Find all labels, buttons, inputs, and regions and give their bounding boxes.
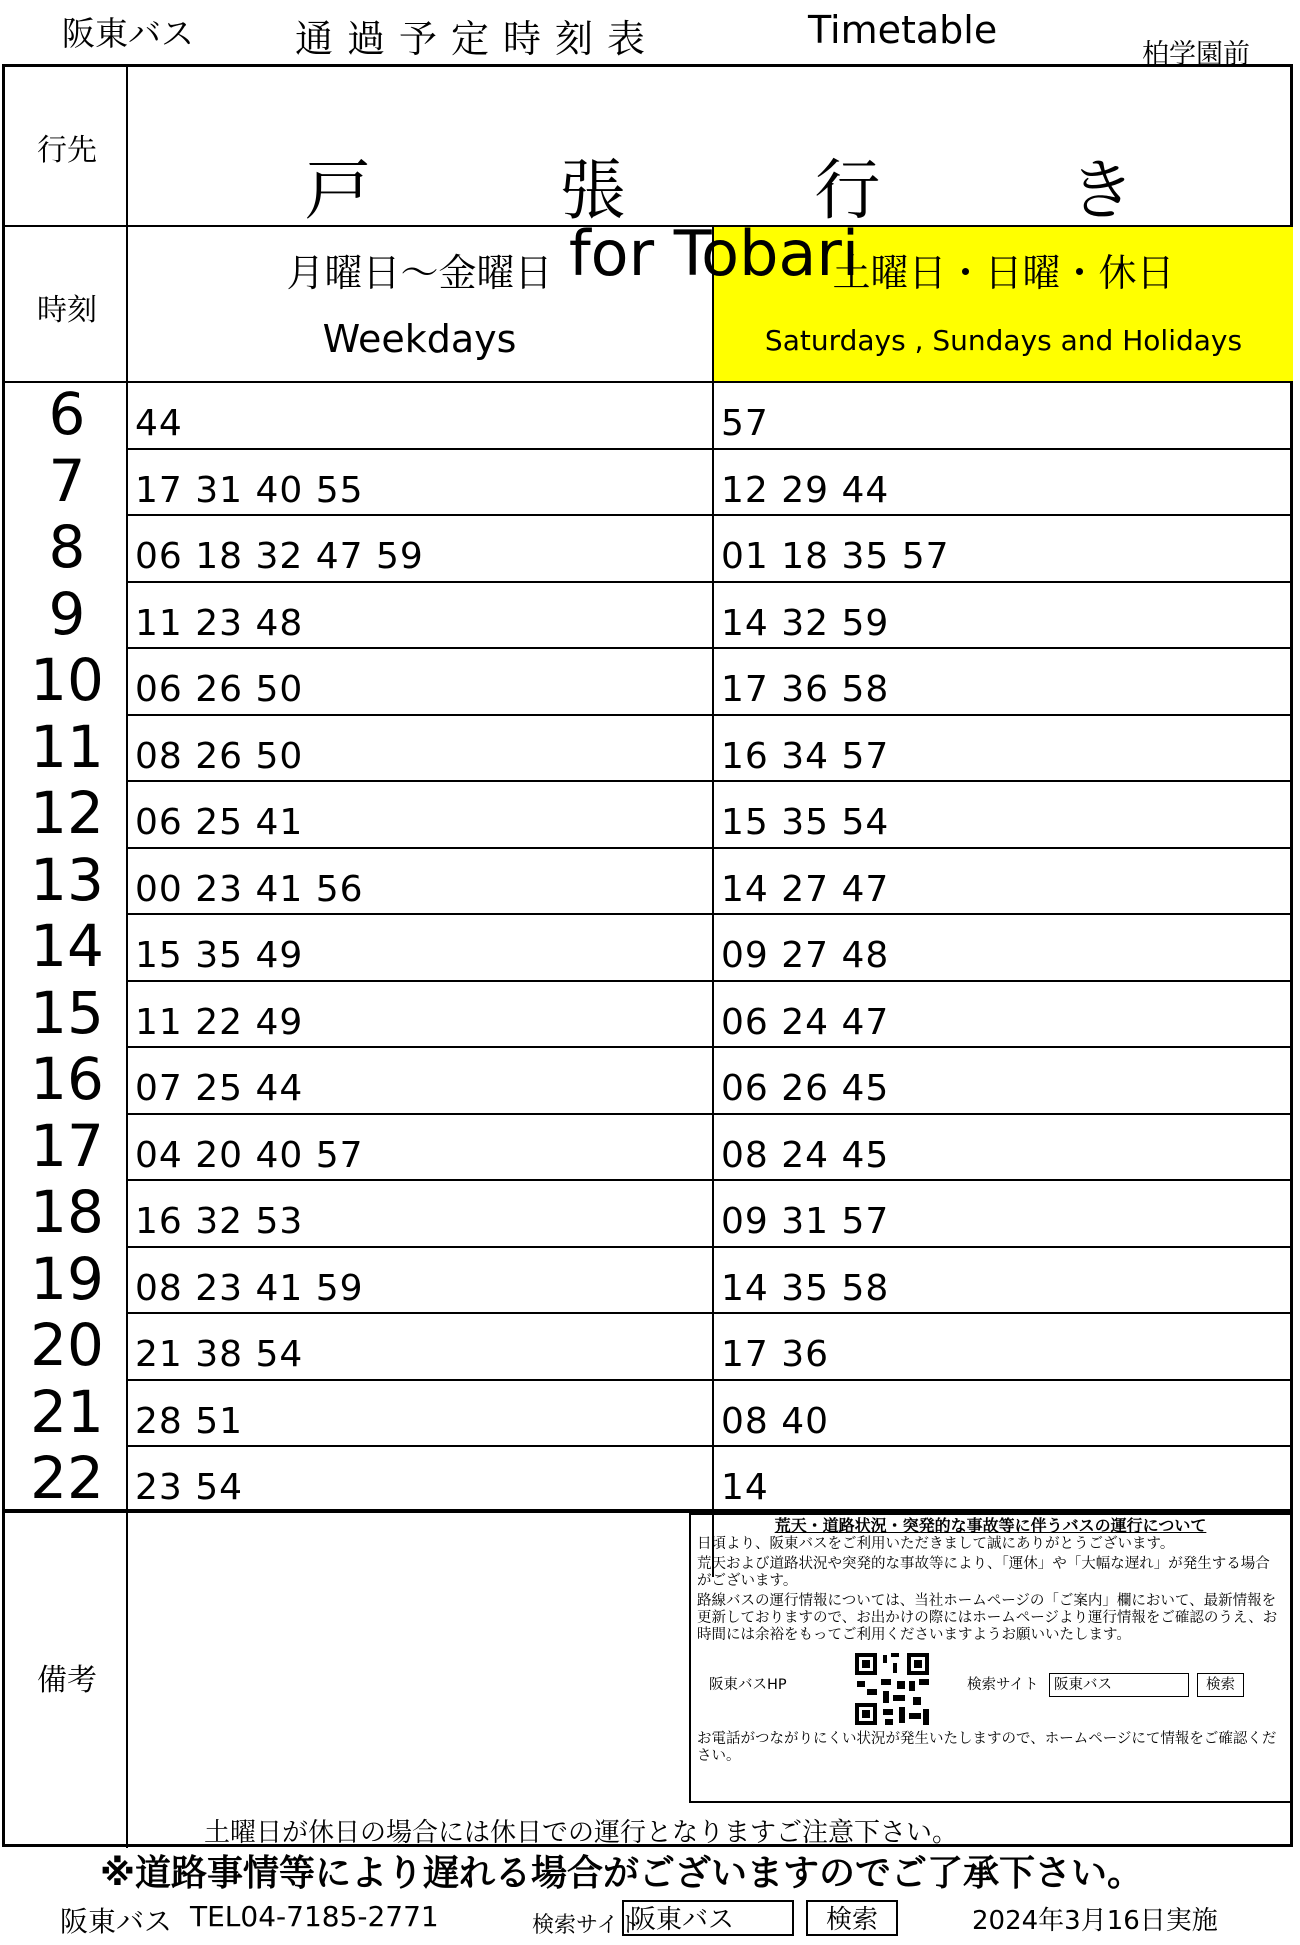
- stop-name: 柏学園前: [1142, 39, 1250, 70]
- timetable-title-en: Timetable: [808, 8, 998, 52]
- holiday-times: 08 24 45: [721, 1134, 890, 1176]
- hour-label: 8: [48, 513, 86, 581]
- row-divider: [126, 913, 1293, 915]
- holiday-times: 12 29 44: [721, 469, 890, 511]
- row-divider: [126, 1179, 1293, 1181]
- notice-paragraph: 日頃より、阪東バスをご利用いただきまして誠にありがとうございます。: [697, 1536, 1175, 1552]
- notice-paragraph: 路線バスの運行情報については、当社ホームページの「ご案内」欄において、最新情報を更新しておりますので、お出かけの際にはホームページより運行情報をご確認のうえ、お時間には余裕をもってご利用くださいますようお願いいたします。: [697, 1593, 1278, 1643]
- holidays-header-en: Saturdays , Sundays and Holidays: [764, 324, 1243, 357]
- weekday-times: 06 18 32 47 59: [135, 536, 424, 577]
- row-divider: [5, 1509, 1293, 1511]
- weekday-times: 28 51: [135, 1400, 244, 1442]
- effective-date: 2024年3月16日実施: [972, 1906, 1218, 1936]
- timetable-frame: [2, 64, 1293, 1847]
- weekday-times: 06 26 50: [135, 669, 304, 710]
- timetable-title-jp: 通過予定時刻表: [295, 17, 660, 61]
- row-divider: [126, 581, 1293, 583]
- footer-search-button[interactable]: 検索: [806, 1900, 898, 1936]
- hour-label: 16: [30, 1045, 104, 1113]
- destination-char: 戸: [305, 152, 371, 229]
- row-divider: [126, 980, 1293, 982]
- service-notice: [689, 1513, 1292, 1803]
- weekday-times: 06 25 41: [135, 802, 304, 843]
- weekday-times: 08 26 50: [135, 735, 304, 777]
- weekday-times: 08 23 41 59: [135, 1267, 364, 1309]
- weekday-times: 11 22 49: [135, 1001, 304, 1043]
- hour-label: 12: [30, 779, 104, 847]
- company-name: 阪東バス: [62, 14, 194, 53]
- holiday-times: 17 36 58: [721, 669, 890, 710]
- hour-label: 9: [48, 579, 86, 648]
- holiday-times: 57: [721, 403, 769, 444]
- hp-label: 阪東バスHP: [709, 1677, 787, 1693]
- holiday-times: 09 31 57: [721, 1201, 890, 1242]
- footer-tel: TEL04-7185-2771: [190, 1900, 439, 1933]
- hour-label: 13: [30, 845, 104, 914]
- hour-label: 20: [30, 1311, 104, 1379]
- search-site-label: 検索サイト: [967, 1677, 1039, 1693]
- hour-label: 18: [30, 1178, 104, 1246]
- hour-label: 11: [30, 712, 104, 781]
- weekdays-header-jp: 月曜日～金曜日: [286, 251, 553, 295]
- row-divider: [126, 514, 1293, 516]
- holiday-operation-note: 土曜日が休日の場合には休日での運行となりますご注意下さい。: [204, 1818, 959, 1848]
- hour-label: 21: [30, 1377, 104, 1446]
- row-divider: [126, 714, 1293, 716]
- row-divider: [126, 847, 1293, 849]
- holiday-times: 14 32 59: [721, 602, 890, 644]
- weekday-times: 07 25 44: [135, 1068, 304, 1109]
- weekday-times: 17 31 40 55: [135, 469, 364, 511]
- destination-char: 行: [814, 152, 881, 229]
- row-divider: [126, 448, 1293, 450]
- weekday-times: 11 23 48: [135, 602, 304, 644]
- row-divider: [126, 780, 1293, 782]
- holiday-times: 08 40: [721, 1400, 830, 1442]
- holiday-times: 01 18 35 57: [721, 536, 950, 577]
- weekday-times: 21 38 54: [135, 1334, 304, 1375]
- destination-char: 張: [559, 152, 626, 229]
- time-label: 時刻: [37, 293, 97, 328]
- search-button[interactable]: 検索: [1197, 1673, 1244, 1697]
- holiday-times: 17 36: [721, 1334, 830, 1375]
- qr-code-icon[interactable]: [853, 1651, 931, 1727]
- holidays-header-jp: 土曜日・日曜・休日: [832, 251, 1175, 295]
- hour-label: 14: [30, 912, 104, 980]
- holiday-times: 09 27 48: [721, 935, 890, 976]
- holiday-times: 16 34 57: [721, 735, 890, 777]
- weekday-times: 00 23 41 56: [135, 868, 364, 910]
- destination-en: for Tobari: [568, 217, 860, 290]
- delay-note: ※道路事情等により遅れる場合がございますのでご了承下さい。: [100, 1853, 1143, 1894]
- notice-paragraph: 荒天および道路状況や突発的な事故等により、「運休」や「大幅な遅れ」が発生する場合がございます。: [697, 1556, 1270, 1589]
- hour-label: 10: [30, 646, 104, 714]
- holiday-times: 14 35 58: [721, 1267, 890, 1309]
- hour-label: 19: [30, 1244, 104, 1313]
- destination-char: き: [1068, 152, 1135, 229]
- weekday-times: 04 20 40 57: [135, 1134, 364, 1176]
- holiday-times: 14: [721, 1467, 769, 1508]
- destination-label: 行先: [37, 133, 97, 168]
- notice-hp-row: [697, 1647, 1284, 1731]
- weekday-times: 15 35 49: [135, 935, 304, 976]
- holiday-times: 06 26 45: [721, 1068, 890, 1109]
- holiday-times: 14 27 47: [721, 868, 890, 910]
- row-divider: [126, 1379, 1293, 1381]
- remarks-label: 備考: [37, 1663, 97, 1698]
- row-divider: [126, 1246, 1293, 1248]
- footer-search-label: 検索サイト: [532, 1913, 641, 1938]
- footer-search-input[interactable]: 阪東バス: [622, 1900, 794, 1936]
- hour-label: 22: [30, 1444, 104, 1512]
- footer-company: 阪東バス: [60, 1905, 173, 1938]
- weekday-times: 23 54: [135, 1467, 244, 1508]
- weekday-times: 16 32 53: [135, 1201, 304, 1242]
- holiday-times: 06 24 47: [721, 1001, 890, 1043]
- hour-label: 6: [48, 380, 86, 448]
- row-divider: [126, 647, 1293, 649]
- weekday-times: 44: [135, 403, 183, 444]
- day-column-divider: [712, 225, 714, 1577]
- search-input[interactable]: 阪東バス: [1049, 1673, 1189, 1697]
- holiday-times: 15 35 54: [721, 802, 890, 843]
- notice-paragraph: お電話がつながりにくい状況が発生いたしますので、ホームページにて情報をご確認ください。: [697, 1731, 1277, 1764]
- row-divider: [126, 1312, 1293, 1314]
- row-divider: [126, 1445, 1293, 1447]
- hour-label: 15: [30, 978, 104, 1047]
- notice-title: 荒天・道路状況・突発的な事故等に伴うバスの運行について: [774, 1516, 1207, 1535]
- row-divider: [126, 1113, 1293, 1115]
- hour-label: 17: [30, 1111, 104, 1180]
- row-divider: [126, 1046, 1293, 1048]
- row-divider: [5, 381, 1293, 383]
- weekdays-header-en: Weekdays: [322, 317, 517, 361]
- hour-label: 7: [48, 446, 86, 515]
